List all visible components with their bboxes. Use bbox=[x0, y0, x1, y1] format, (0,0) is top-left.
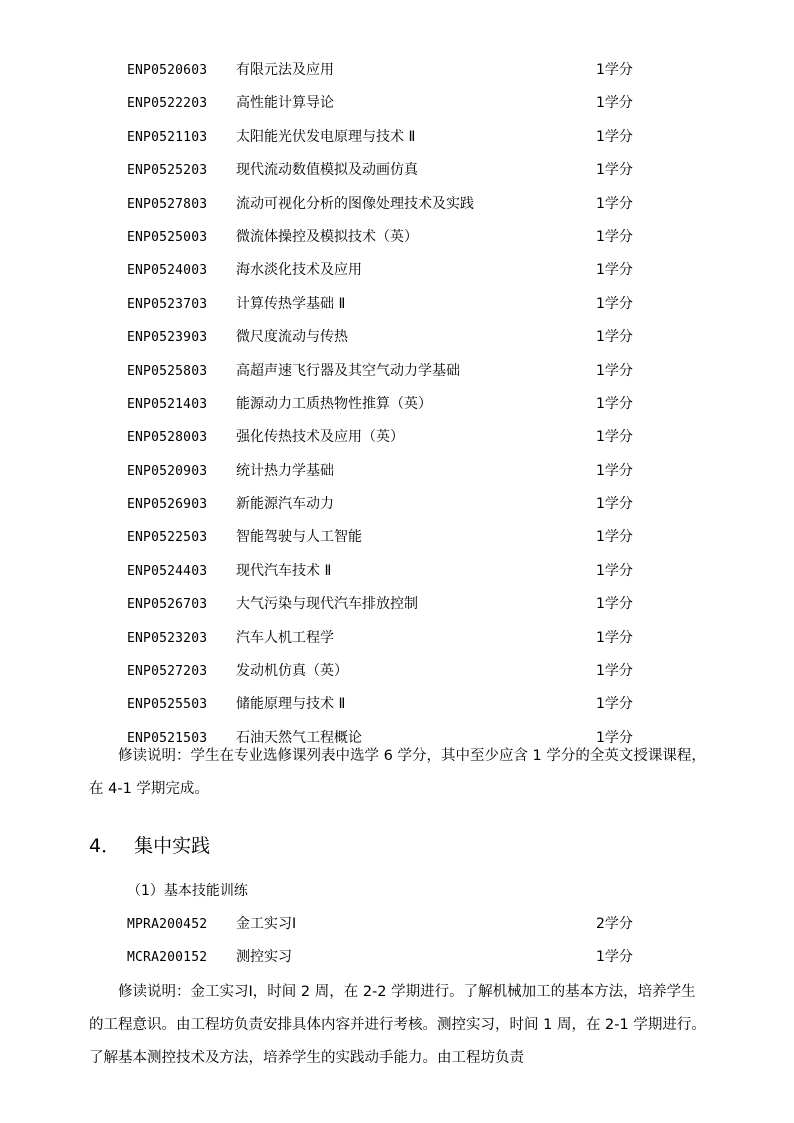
practice-course-row bbox=[0, 908, 794, 941]
course-row bbox=[0, 622, 794, 655]
course-code: ENP0526703 bbox=[127, 597, 208, 613]
course-credit: 1学分 bbox=[596, 362, 633, 379]
course-row bbox=[0, 488, 794, 521]
course-credit: 1学分 bbox=[596, 562, 633, 579]
course-name: 能源动力工质热物性推算（英） bbox=[236, 395, 432, 412]
course-row bbox=[0, 121, 794, 154]
course-row bbox=[0, 154, 794, 187]
course-credit: 1学分 bbox=[596, 329, 633, 346]
course-credit: 1学分 bbox=[596, 496, 633, 513]
course-name: 海水淡化技术及应用 bbox=[236, 262, 362, 279]
course-code: ENP0525003 bbox=[127, 229, 208, 245]
course-credit: 2学分 bbox=[596, 916, 633, 932]
course-code: ENP0525503 bbox=[127, 697, 208, 713]
course-name: 发动机仿真（英） bbox=[236, 663, 348, 680]
course-row bbox=[0, 388, 794, 421]
course-code: ENP0522203 bbox=[127, 96, 208, 112]
course-credit: 1学分 bbox=[596, 429, 633, 446]
practice-course-list bbox=[0, 908, 794, 975]
course-code: ENP0525203 bbox=[127, 163, 208, 179]
course-name: 流动可视化分析的图像处理技术及实践 bbox=[236, 195, 474, 212]
course-credit: 1学分 bbox=[596, 949, 633, 966]
course-row bbox=[0, 421, 794, 454]
course-code: ENP0521503 bbox=[127, 730, 208, 746]
course-row bbox=[0, 655, 794, 688]
course-row bbox=[0, 355, 794, 388]
course-name: 储能原理与技术 Ⅱ bbox=[236, 696, 346, 713]
course-name: 现代汽车技术 Ⅱ bbox=[236, 562, 332, 579]
course-code: ENP0520603 bbox=[127, 63, 208, 78]
course-name: 测控实习 bbox=[236, 949, 292, 966]
course-code: ENP0527803 bbox=[127, 196, 208, 212]
course-code: ENP0523903 bbox=[127, 330, 208, 346]
course-name: 石油天然气工程概论 bbox=[236, 729, 362, 746]
course-row bbox=[0, 455, 794, 488]
course-name: 太阳能光伏发电原理与技术 Ⅱ bbox=[236, 128, 416, 145]
course-name: 高超声速飞行器及其空气动力学基础 bbox=[236, 362, 460, 379]
course-credit: 1学分 bbox=[596, 295, 633, 312]
course-credit: 1学分 bbox=[596, 596, 633, 613]
course-name: 微流体操控及模拟技术（英） bbox=[236, 228, 418, 245]
course-code: ENP0528003 bbox=[127, 430, 208, 446]
course-code: ENP0526903 bbox=[127, 497, 208, 513]
course-row bbox=[0, 555, 794, 588]
course-credit: 1学分 bbox=[596, 128, 633, 145]
section-title: 集中实践 bbox=[134, 835, 211, 857]
course-row bbox=[0, 521, 794, 554]
course-credit: 1学分 bbox=[596, 529, 633, 546]
section-number: 4． bbox=[89, 835, 121, 857]
course-row bbox=[0, 688, 794, 721]
course-code: ENP0522503 bbox=[127, 530, 208, 546]
course-row bbox=[0, 87, 794, 120]
course-name: 汽车人机工程学 bbox=[236, 629, 334, 646]
elective-note: 修读说明：学生在专业选修课列表中选学 6 学分，其中至少应含 1 学分的全英文授课课程，在 4-1 学期完成。 bbox=[89, 748, 706, 797]
course-name: 统计热力学基础 bbox=[236, 462, 334, 479]
course-name: 高性能计算导论 bbox=[236, 95, 334, 112]
course-credit: 1学分 bbox=[596, 696, 633, 713]
course-name: 有限元法及应用 bbox=[236, 62, 334, 78]
course-credit: 1学分 bbox=[596, 95, 633, 112]
course-credit: 1学分 bbox=[596, 629, 633, 646]
course-name: 新能源汽车动力 bbox=[236, 496, 334, 513]
course-code: ENP0523703 bbox=[127, 296, 208, 312]
practice-note: 修读说明：金工实习Ⅰ，时间 2 周，在 2-2 学期进行。了解机械加工的基本方法，培养学生的工程意识。由工程坊负责安排具体内容并进行考核。测控实习，时间 1 周，在 2-1 学期进行。了解基本测控技术及方法，培养学生的实践动手能力。由工程坊负责 bbox=[89, 984, 706, 1066]
course-row bbox=[0, 188, 794, 221]
course-code: ENP0523203 bbox=[127, 630, 208, 646]
course-credit: 1学分 bbox=[596, 195, 633, 212]
course-code: ENP0527203 bbox=[127, 664, 208, 680]
course-row bbox=[0, 254, 794, 287]
course-code: ENP0524403 bbox=[127, 563, 208, 579]
course-row bbox=[0, 321, 794, 354]
course-name: 现代流动数值模拟及动画仿真 bbox=[236, 162, 418, 179]
course-credit: 1学分 bbox=[596, 462, 633, 479]
course-name: 计算传热学基础 Ⅱ bbox=[236, 295, 346, 312]
course-code: ENP0521403 bbox=[127, 396, 208, 412]
course-code: ENP0525803 bbox=[127, 363, 208, 379]
course-credit: 1学分 bbox=[596, 395, 633, 412]
course-credit: 1学分 bbox=[596, 62, 633, 78]
course-code: ENP0520903 bbox=[127, 463, 208, 479]
course-credit: 1学分 bbox=[596, 228, 633, 245]
elective-course-list bbox=[0, 54, 794, 755]
course-credit: 1学分 bbox=[596, 729, 633, 746]
course-name: 智能驾驶与人工智能 bbox=[236, 529, 362, 546]
practice-course-row bbox=[0, 941, 794, 974]
course-name: 大气污染与现代汽车排放控制 bbox=[236, 596, 418, 613]
course-row bbox=[0, 54, 794, 87]
subsection-heading: （1）基本技能训练 bbox=[127, 883, 248, 899]
course-code: ENP0524003 bbox=[127, 263, 208, 279]
course-credit: 1学分 bbox=[596, 262, 633, 279]
course-code: ENP0521103 bbox=[127, 129, 208, 145]
course-name: 微尺度流动与传热 bbox=[236, 329, 348, 346]
course-credit: 1学分 bbox=[596, 162, 633, 179]
course-row bbox=[0, 221, 794, 254]
course-name: 金工实习Ⅰ bbox=[236, 916, 297, 932]
course-row bbox=[0, 588, 794, 621]
course-name: 强化传热技术及应用（英） bbox=[236, 429, 404, 446]
course-code: MPRA200452 bbox=[127, 917, 208, 932]
course-code: MCRA200152 bbox=[127, 950, 208, 966]
course-credit: 1学分 bbox=[596, 663, 633, 680]
course-row bbox=[0, 288, 794, 321]
section-heading bbox=[89, 828, 210, 864]
